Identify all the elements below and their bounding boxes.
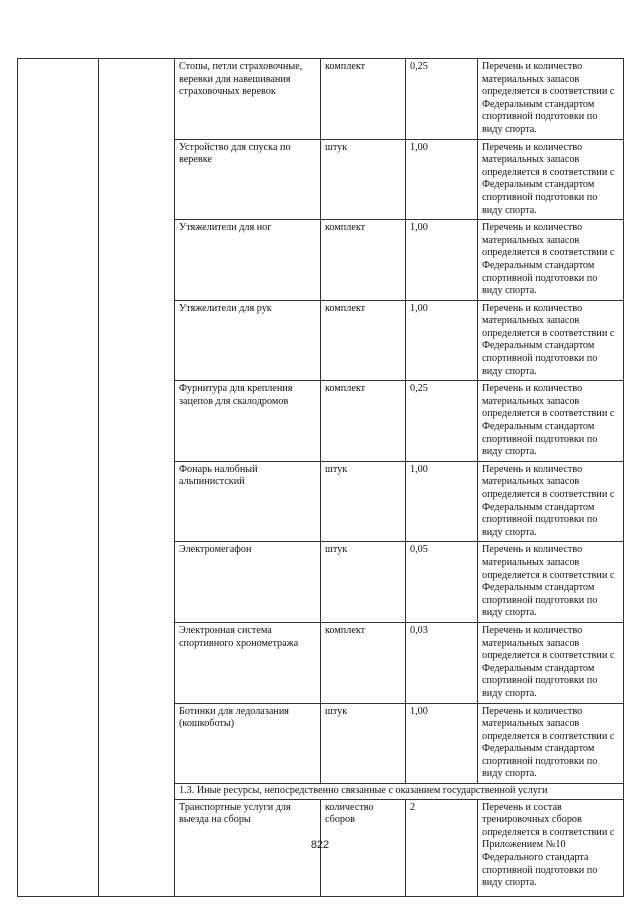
resource-quantity: 1,00 [406,461,478,542]
resource-name: Фонарь налобный альпинистский [175,461,321,542]
resource-name: Электромегафон [175,542,321,623]
resource-note: Перечень и количество материальных запасов определяется в соответствии с Федеральным стандартом спортивной подготовки по виду спорта. [478,703,624,784]
resource-unit: комплект [321,381,406,462]
resource-note: Перечень и количество материальных запасов определяется в соответствии с Федеральным стандартом спортивной подготовки по виду спорта. [478,542,624,623]
resource-note: Перечень и количество материальных запасов определяется в соответствии с Федеральным стандартом спортивной подготовки по виду спорта. [478,220,624,301]
blank-column-2 [99,59,175,897]
resource-unit: штук [321,139,406,220]
resource-name: Утяжелители для ног [175,220,321,301]
resource-quantity: 1,00 [406,300,478,381]
resources-table [17,58,624,897]
resource-unit: комплект [321,59,406,140]
resource-unit: комплект [321,300,406,381]
page-number: 822 [310,839,330,851]
resource-note: Перечень и количество материальных запасов определяется в соответствии с Федеральным стандартом спортивной подготовки по виду спорта. [478,139,624,220]
resource-quantity: 1,00 [406,220,478,301]
resource-quantity: 0,25 [406,59,478,140]
resource-quantity: 0,25 [406,381,478,462]
blank-column-1 [18,59,99,897]
table-row [18,59,624,140]
resource-note: Перечень и количество материальных запасов определяется в соответствии с Федеральным стандартом спортивной подготовки по виду спорта. [478,381,624,462]
resource-note: Перечень и количество материальных запасов определяется в соответствии с Федеральным стандартом спортивной подготовки по виду спорта. [478,622,624,703]
resource-name: Устройство для спуска по веревке [175,139,321,220]
resource-unit: комплект [321,622,406,703]
resource-unit: количество сборов [321,799,406,896]
resource-name: Транспортные услуги для выезда на сборы [175,799,321,896]
resource-quantity: 2 [406,799,478,896]
resource-unit: комплект [321,220,406,301]
resource-quantity: 1,00 [406,139,478,220]
resource-note: Перечень и количество материальных запасов определяется в соответствии с Федеральным стандартом спортивной подготовки по виду спорта. [478,461,624,542]
resource-name: Утяжелители для рук [175,300,321,381]
resource-quantity: 0,05 [406,542,478,623]
resource-note: Перечень и количество материальных запасов определяется в соответствии с Федеральным стандартом спортивной подготовки по виду спорта. [478,300,624,381]
resource-note: Перечень и количество материальных запасов определяется в соответствии с Федеральным стандартом спортивной подготовки по виду спорта. [478,59,624,140]
resource-name: Фурнитура для крепления зацепов для скалодромов [175,381,321,462]
resource-unit: штук [321,461,406,542]
resource-note: Перечень и состав тренировочных сборов определяется в соответствии с Приложением №10 Федерального стандарта спортивной подготовки по виду спорта. [478,799,624,896]
resource-unit: штук [321,703,406,784]
resource-name: Ботинки для ледолазания (кошкоботы) [175,703,321,784]
resource-quantity: 0,03 [406,622,478,703]
resource-name: Электронная система спортивного хронометража [175,622,321,703]
resource-quantity: 1,00 [406,703,478,784]
section-heading: 1.3. Иные ресурсы, непосредственно связанные с оказанием государственной услуги [175,784,624,800]
resource-name: Стопы, петли страховочные, веревки для навешивания страховочных веревок [175,59,321,140]
resource-unit: штук [321,542,406,623]
